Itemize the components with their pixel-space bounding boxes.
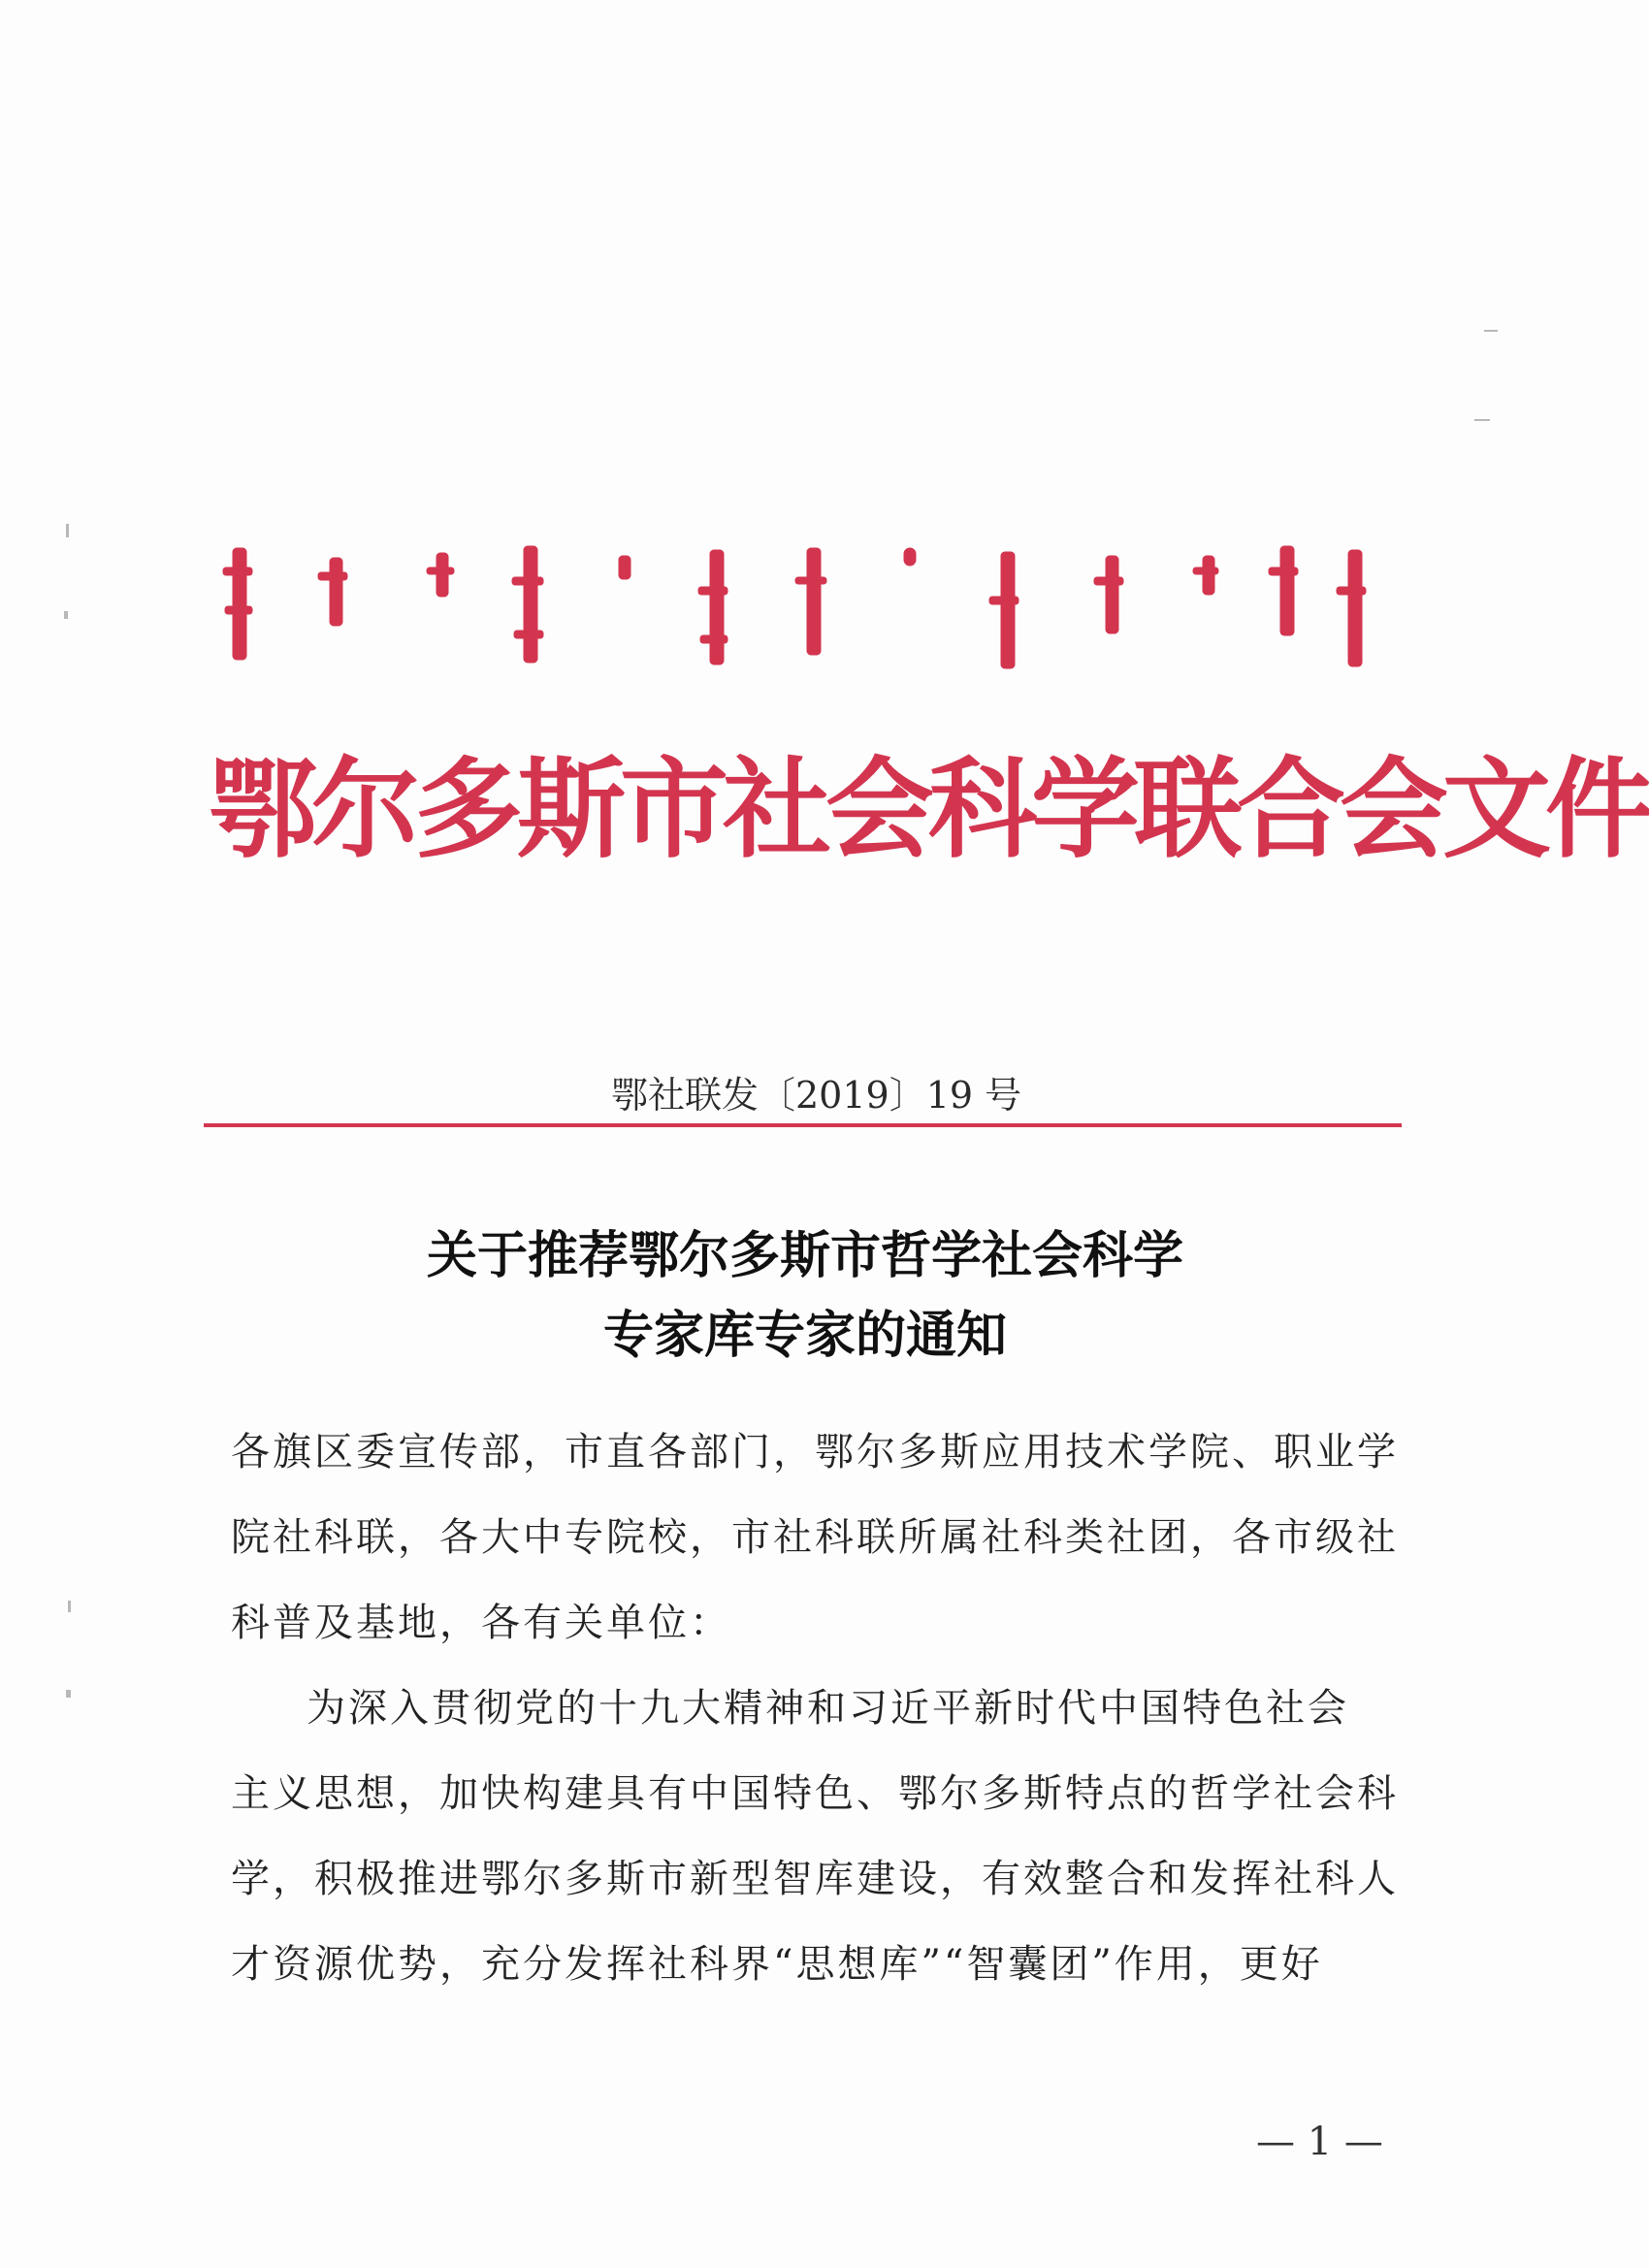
notice-title-line-1: 关于推荐鄂尔多斯市哲学社会科学 <box>426 1226 1183 1285</box>
notice-title-line-2: 专家库专家的通知 <box>602 1306 1007 1365</box>
body-text-line: 各旗区委宣传部，市直各部门，鄂尔多斯应用技术学院、职业学 <box>231 1430 1399 1474</box>
red-separator-line <box>204 1123 1402 1127</box>
scan-artifact <box>64 611 68 619</box>
mongolian-script-header <box>213 538 1377 674</box>
organization-title-text: 鄂尔多斯市社会科学联合会文件 <box>209 746 1648 873</box>
scan-artifact <box>66 1690 71 1698</box>
document-number: 鄂社联发〔2019〕19 号 <box>611 1074 1022 1117</box>
body-text-line: 科普及基地，各有关单位： <box>231 1601 731 1645</box>
page-number: — 1 — <box>1256 2120 1383 2164</box>
body-text-line: 院社科联，各大中专院校，市社科联所属社科类社团，各市级社 <box>231 1515 1399 1560</box>
body-text-line: 学，积极推进鄂尔多斯市新型智库建设，有效整合和发挥社科人 <box>231 1857 1399 1901</box>
scan-artifact <box>1474 419 1490 421</box>
organization-title <box>209 718 1648 1004</box>
body-text-line: 主义思想，加快构建具有中国特色、鄂尔多斯特点的哲学社会科 <box>231 1771 1399 1816</box>
scan-artifact <box>66 524 69 537</box>
scan-artifact <box>1484 330 1498 332</box>
body-text-line: 为深入贯彻党的十九大精神和习近平新时代中国特色社会 <box>307 1686 1349 1731</box>
scan-artifact <box>68 1601 71 1612</box>
body-text-line: 才资源优势，充分发挥社科界“思想库”“智囊团”作用，更好 <box>231 1942 1323 1987</box>
